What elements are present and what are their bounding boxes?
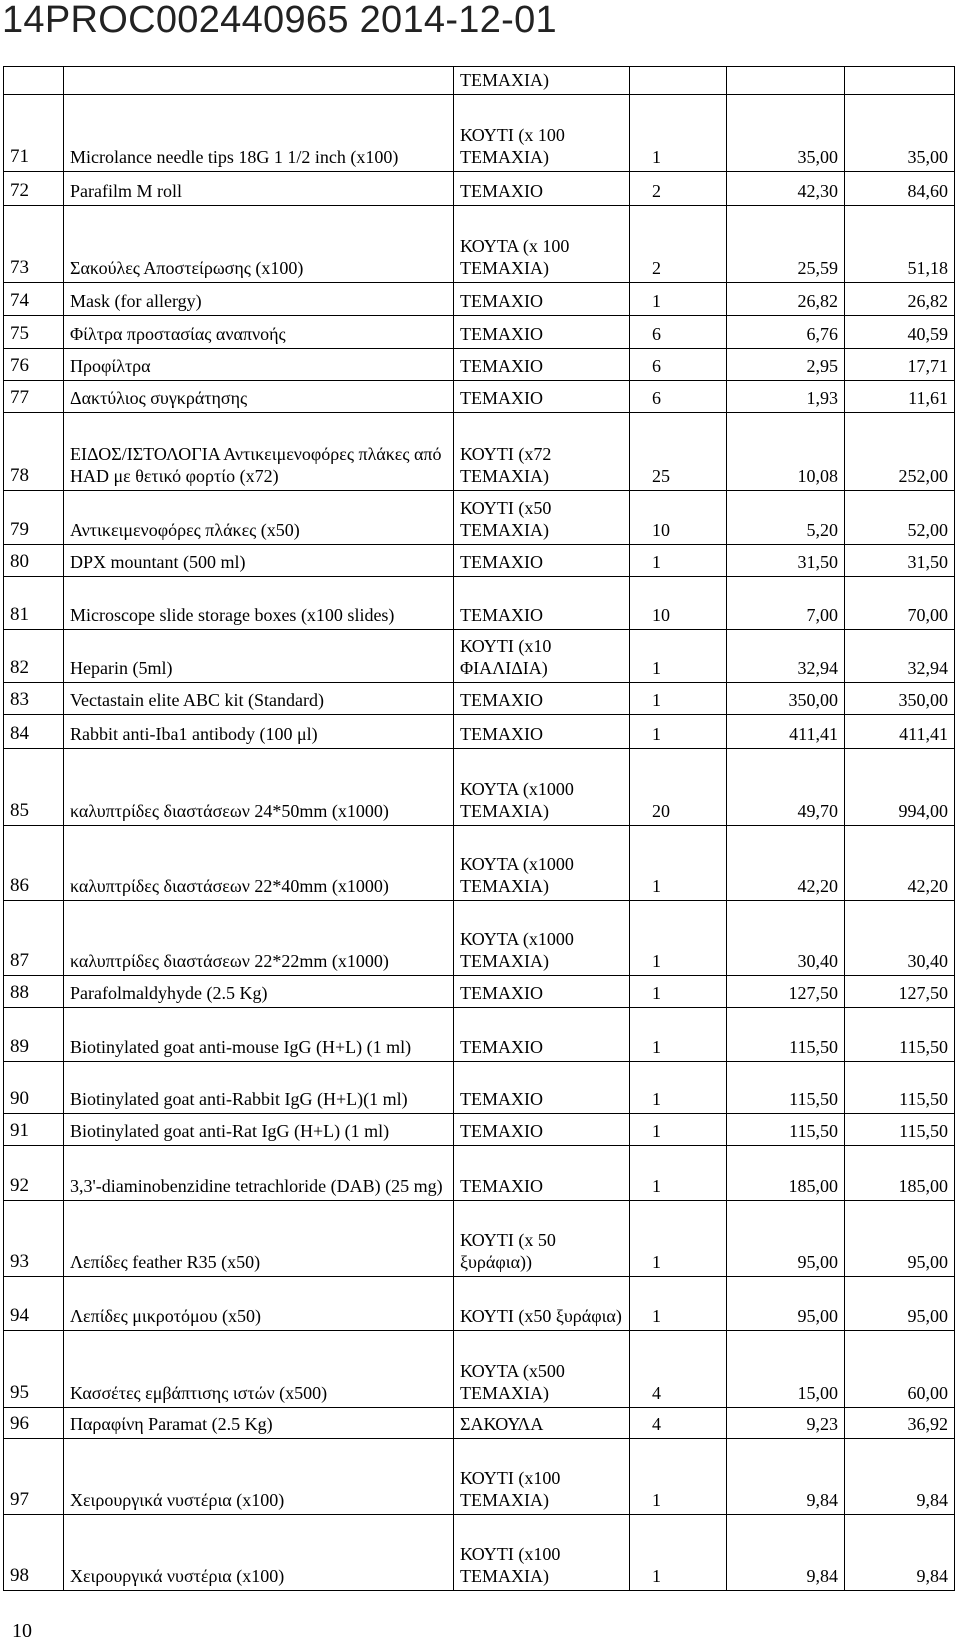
- cell-desc: Biotinylated goat anti-Rat IgG (H+L) (1 ml): [64, 1114, 454, 1146]
- cell-price: 95,00: [727, 1201, 845, 1277]
- cell-unit: ΤΕΜΑΧΙΟ: [454, 1114, 630, 1146]
- cell-price: 185,00: [727, 1146, 845, 1201]
- cell-unit: ΤΕΜΑΧΙΟ: [454, 1062, 630, 1114]
- cell-no: [4, 67, 64, 95]
- table-row: [4, 577, 955, 630]
- table-row: [4, 1008, 955, 1062]
- cell-price: 95,00: [727, 1277, 845, 1331]
- cell-unit: ΤΕΜΑΧΙΟ: [454, 683, 630, 715]
- cell-unit: ΚΟΥΤΑ (x1000 ΤΕΜΑΧΙΑ): [454, 749, 630, 826]
- cell-qty: 1: [630, 715, 727, 749]
- table-row: [4, 1515, 955, 1591]
- cell-desc: Biotinylated goat anti-Rabbit IgG (H+L)(1 ml): [64, 1062, 454, 1114]
- items-table: [3, 66, 955, 1591]
- cell-no: 84: [4, 715, 64, 749]
- cell-price: 49,70: [727, 749, 845, 826]
- table-row: [4, 545, 955, 577]
- cell-no: 75: [4, 316, 64, 349]
- cell-desc: καλυπτρίδες διαστάσεων 22*40mm (x1000): [64, 826, 454, 901]
- cell-price: 115,50: [727, 1062, 845, 1114]
- table-row: [4, 630, 955, 683]
- cell-total: 411,41: [845, 715, 955, 749]
- cell-qty: 1: [630, 545, 727, 577]
- cell-desc: Microlance needle tips 18G 1 1/2 inch (x100): [64, 95, 454, 172]
- table-row: [4, 1114, 955, 1146]
- table-row: [4, 316, 955, 349]
- cell-unit: ΚΟΥΤΙ (x 100 ΤΕΜΑΧΙΑ): [454, 95, 630, 172]
- cell-qty: 20: [630, 749, 727, 826]
- cell-qty: 6: [630, 316, 727, 349]
- cell-no: 97: [4, 1439, 64, 1515]
- table-row: [4, 826, 955, 901]
- cell-no: 83: [4, 683, 64, 715]
- cell-total: 51,18: [845, 206, 955, 283]
- cell-qty: 6: [630, 381, 727, 413]
- cell-unit: ΤΕΜΑΧΙΟ: [454, 715, 630, 749]
- cell-unit: ΚΟΥΤΑ (x500 ΤΕΜΑΧΙΑ): [454, 1331, 630, 1408]
- cell-total: 115,50: [845, 1062, 955, 1114]
- cell-no: 95: [4, 1331, 64, 1408]
- cell-total: 31,50: [845, 545, 955, 577]
- cell-unit: ΤΕΜΑΧΙΟ: [454, 349, 630, 381]
- cell-unit: ΤΕΜΑΧΙΟ: [454, 316, 630, 349]
- cell-qty: 1: [630, 901, 727, 976]
- cell-qty: 1: [630, 1008, 727, 1062]
- cell-unit: ΚΟΥΤΙ (x72 ΤΕΜΑΧΙΑ): [454, 413, 630, 491]
- table-row: [4, 491, 955, 545]
- cell-total: 11,61: [845, 381, 955, 413]
- cell-no: 86: [4, 826, 64, 901]
- cell-desc: ΕΙΔΟΣ/ΙΣΤΟΛΟΓΙΑ Αντικειμενοφόρες πλάκες από HAD με θετικό φορτίο (x72): [64, 413, 454, 491]
- cell-no: 74: [4, 283, 64, 316]
- table-row: [4, 1146, 955, 1201]
- cell-price: 15,00: [727, 1331, 845, 1408]
- cell-unit: ΤΕΜΑΧΙΑ): [454, 67, 630, 95]
- cell-no: 88: [4, 976, 64, 1008]
- cell-desc: καλυπτρίδες διαστάσεων 22*22mm (x1000): [64, 901, 454, 976]
- table-row: [4, 95, 955, 172]
- cell-price: 7,00: [727, 577, 845, 630]
- cell-qty: 10: [630, 491, 727, 545]
- cell-price: 5,20: [727, 491, 845, 545]
- cell-total: 95,00: [845, 1201, 955, 1277]
- cell-desc: Vectastain elite ABC kit (Standard): [64, 683, 454, 715]
- cell-total: 40,59: [845, 316, 955, 349]
- cell-total: 17,71: [845, 349, 955, 381]
- cell-unit: ΤΕΜΑΧΙΟ: [454, 545, 630, 577]
- cell-unit: ΤΕΜΑΧΙΟ: [454, 976, 630, 1008]
- cell-unit: ΚΟΥΤΙ (x50 ξυράφια): [454, 1277, 630, 1331]
- cell-qty: [630, 67, 727, 95]
- cell-desc: Biotinylated goat anti-mouse IgG (H+L) (1 ml): [64, 1008, 454, 1062]
- table-row: [4, 976, 955, 1008]
- cell-total: 35,00: [845, 95, 955, 172]
- cell-total: 9,84: [845, 1515, 955, 1591]
- cell-qty: 1: [630, 1146, 727, 1201]
- cell-desc: Κασσέτες εμβάπτισης ιστών (x500): [64, 1331, 454, 1408]
- cell-price: 2,95: [727, 349, 845, 381]
- cell-price: 30,40: [727, 901, 845, 976]
- cell-total: 252,00: [845, 413, 955, 491]
- table-row: [4, 749, 955, 826]
- cell-desc: Parafolmaldyhyde (2.5 Kg): [64, 976, 454, 1008]
- cell-unit: ΤΕΜΑΧΙΟ: [454, 172, 630, 206]
- cell-unit: ΤΕΜΑΧΙΟ: [454, 1146, 630, 1201]
- cell-desc: Φίλτρα προστασίας αναπνοής: [64, 316, 454, 349]
- cell-desc: Προφίλτρα: [64, 349, 454, 381]
- cell-qty: 2: [630, 206, 727, 283]
- cell-unit: ΚΟΥΤΙ (x 50 ξυράφια)): [454, 1201, 630, 1277]
- cell-unit: ΚΟΥΤΙ (x100 ΤΕΜΑΧΙΑ): [454, 1439, 630, 1515]
- table-row: [4, 683, 955, 715]
- cell-qty: 1: [630, 1515, 727, 1591]
- cell-total: 115,50: [845, 1114, 955, 1146]
- table-row: [4, 283, 955, 316]
- cell-price: 31,50: [727, 545, 845, 577]
- cell-no: 81: [4, 577, 64, 630]
- cell-unit: ΤΕΜΑΧΙΟ: [454, 577, 630, 630]
- page-number: 10: [12, 1620, 32, 1642]
- cell-no: 72: [4, 172, 64, 206]
- cell-total: 95,00: [845, 1277, 955, 1331]
- document-header-title: 14PROC002440965 2014-12-01: [2, 0, 557, 41]
- cell-desc: Χειρουργικά νυστέρια (x100): [64, 1515, 454, 1591]
- cell-qty: 10: [630, 577, 727, 630]
- cell-no: 71: [4, 95, 64, 172]
- cell-price: 6,76: [727, 316, 845, 349]
- cell-unit: ΣΑΚΟΥΛΑ: [454, 1408, 630, 1439]
- cell-no: 76: [4, 349, 64, 381]
- cell-no: 93: [4, 1201, 64, 1277]
- table-row: [4, 206, 955, 283]
- cell-price: 9,23: [727, 1408, 845, 1439]
- cell-desc: Χειρουργικά νυστέρια (x100): [64, 1439, 454, 1515]
- cell-qty: 1: [630, 1114, 727, 1146]
- cell-price: 35,00: [727, 95, 845, 172]
- cell-qty: 1: [630, 95, 727, 172]
- cell-total: 42,20: [845, 826, 955, 901]
- table-row: [4, 1062, 955, 1114]
- table-row: [4, 1201, 955, 1277]
- cell-price: 1,93: [727, 381, 845, 413]
- cell-unit: ΤΕΜΑΧΙΟ: [454, 283, 630, 316]
- cell-unit: ΚΟΥΤΙ (x100 ΤΕΜΑΧΙΑ): [454, 1515, 630, 1591]
- cell-price: 9,84: [727, 1515, 845, 1591]
- cell-no: 80: [4, 545, 64, 577]
- table-row: [4, 1277, 955, 1331]
- cell-price: [727, 67, 845, 95]
- cell-price: 42,20: [727, 826, 845, 901]
- cell-price: 115,50: [727, 1008, 845, 1062]
- cell-total: 9,84: [845, 1439, 955, 1515]
- cell-total: 115,50: [845, 1008, 955, 1062]
- cell-qty: 1: [630, 976, 727, 1008]
- table-row: [4, 413, 955, 491]
- cell-total: 127,50: [845, 976, 955, 1008]
- cell-qty: 2: [630, 172, 727, 206]
- cell-desc: Heparin (5ml): [64, 630, 454, 683]
- cell-desc: DPX mountant (500 ml): [64, 545, 454, 577]
- cell-total: 70,00: [845, 577, 955, 630]
- table-row: [4, 715, 955, 749]
- cell-total: 36,92: [845, 1408, 955, 1439]
- cell-no: 89: [4, 1008, 64, 1062]
- cell-no: 98: [4, 1515, 64, 1591]
- table-row: [4, 172, 955, 206]
- cell-unit: ΤΕΜΑΧΙΟ: [454, 381, 630, 413]
- cell-no: 85: [4, 749, 64, 826]
- cell-desc: Λεπίδες feather R35 (x50): [64, 1201, 454, 1277]
- cell-no: 73: [4, 206, 64, 283]
- cell-desc: [64, 67, 454, 95]
- cell-total: 32,94: [845, 630, 955, 683]
- cell-total: 52,00: [845, 491, 955, 545]
- table-row: [4, 1408, 955, 1439]
- cell-desc: Rabbit anti-Iba1 antibody (100 μl): [64, 715, 454, 749]
- cell-price: 9,84: [727, 1439, 845, 1515]
- cell-qty: 1: [630, 630, 727, 683]
- cell-qty: 4: [630, 1331, 727, 1408]
- cell-qty: 6: [630, 349, 727, 381]
- cell-unit: ΚΟΥΤΙ (x50 ΤΕΜΑΧΙΑ): [454, 491, 630, 545]
- cell-total: 84,60: [845, 172, 955, 206]
- cell-no: 79: [4, 491, 64, 545]
- table-row: [4, 67, 955, 95]
- cell-no: 90: [4, 1062, 64, 1114]
- cell-desc: Παραφίνη Paramat (2.5 Kg): [64, 1408, 454, 1439]
- table-row: [4, 1439, 955, 1515]
- cell-unit: ΚΟΥΤΑ (x1000 ΤΕΜΑΧΙΑ): [454, 901, 630, 976]
- cell-price: 127,50: [727, 976, 845, 1008]
- cell-no: 82: [4, 630, 64, 683]
- cell-qty: 4: [630, 1408, 727, 1439]
- cell-total: 60,00: [845, 1331, 955, 1408]
- cell-qty: 25: [630, 413, 727, 491]
- cell-qty: 1: [630, 1277, 727, 1331]
- cell-total: 994,00: [845, 749, 955, 826]
- cell-total: [845, 67, 955, 95]
- cell-total: 185,00: [845, 1146, 955, 1201]
- cell-no: 92: [4, 1146, 64, 1201]
- cell-qty: 1: [630, 683, 727, 715]
- cell-price: 25,59: [727, 206, 845, 283]
- cell-total: 30,40: [845, 901, 955, 976]
- table-row: [4, 381, 955, 413]
- cell-price: 42,30: [727, 172, 845, 206]
- cell-desc: Αντικειμενοφόρες πλάκες (x50): [64, 491, 454, 545]
- cell-price: 10,08: [727, 413, 845, 491]
- cell-qty: 1: [630, 1439, 727, 1515]
- cell-desc: Mask (for allergy): [64, 283, 454, 316]
- table-row: [4, 1331, 955, 1408]
- cell-qty: 1: [630, 1062, 727, 1114]
- cell-price: 350,00: [727, 683, 845, 715]
- cell-no: 87: [4, 901, 64, 976]
- cell-unit: ΚΟΥΤΑ (x 100 ΤΕΜΑΧΙΑ): [454, 206, 630, 283]
- cell-price: 115,50: [727, 1114, 845, 1146]
- cell-no: 77: [4, 381, 64, 413]
- cell-unit: ΚΟΥΤΙ (x10 ΦΙΑΛΙΔΙΑ): [454, 630, 630, 683]
- cell-desc: 3,3'-diaminobenzidine tetrachloride (DAB) (25 mg): [64, 1146, 454, 1201]
- cell-no: 96: [4, 1408, 64, 1439]
- cell-no: 94: [4, 1277, 64, 1331]
- cell-desc: Λεπίδες μικροτόμου (x50): [64, 1277, 454, 1331]
- cell-qty: 1: [630, 1201, 727, 1277]
- cell-qty: 1: [630, 826, 727, 901]
- cell-desc: Parafilm M roll: [64, 172, 454, 206]
- cell-total: 350,00: [845, 683, 955, 715]
- cell-desc: Σακούλες Αποστείρωσης (x100): [64, 206, 454, 283]
- cell-price: 32,94: [727, 630, 845, 683]
- cell-desc: Δακτύλιος συγκράτησης: [64, 381, 454, 413]
- cell-no: 91: [4, 1114, 64, 1146]
- cell-price: 26,82: [727, 283, 845, 316]
- cell-unit: ΤΕΜΑΧΙΟ: [454, 1008, 630, 1062]
- cell-desc: Microscope slide storage boxes (x100 slides): [64, 577, 454, 630]
- table-row: [4, 901, 955, 976]
- cell-price: 411,41: [727, 715, 845, 749]
- cell-desc: καλυπτρίδες διαστάσεων 24*50mm (x1000): [64, 749, 454, 826]
- cell-total: 26,82: [845, 283, 955, 316]
- cell-no: 78: [4, 413, 64, 491]
- cell-unit: ΚΟΥΤΑ (x1000 ΤΕΜΑΧΙΑ): [454, 826, 630, 901]
- table-row: [4, 349, 955, 381]
- cell-qty: 1: [630, 283, 727, 316]
